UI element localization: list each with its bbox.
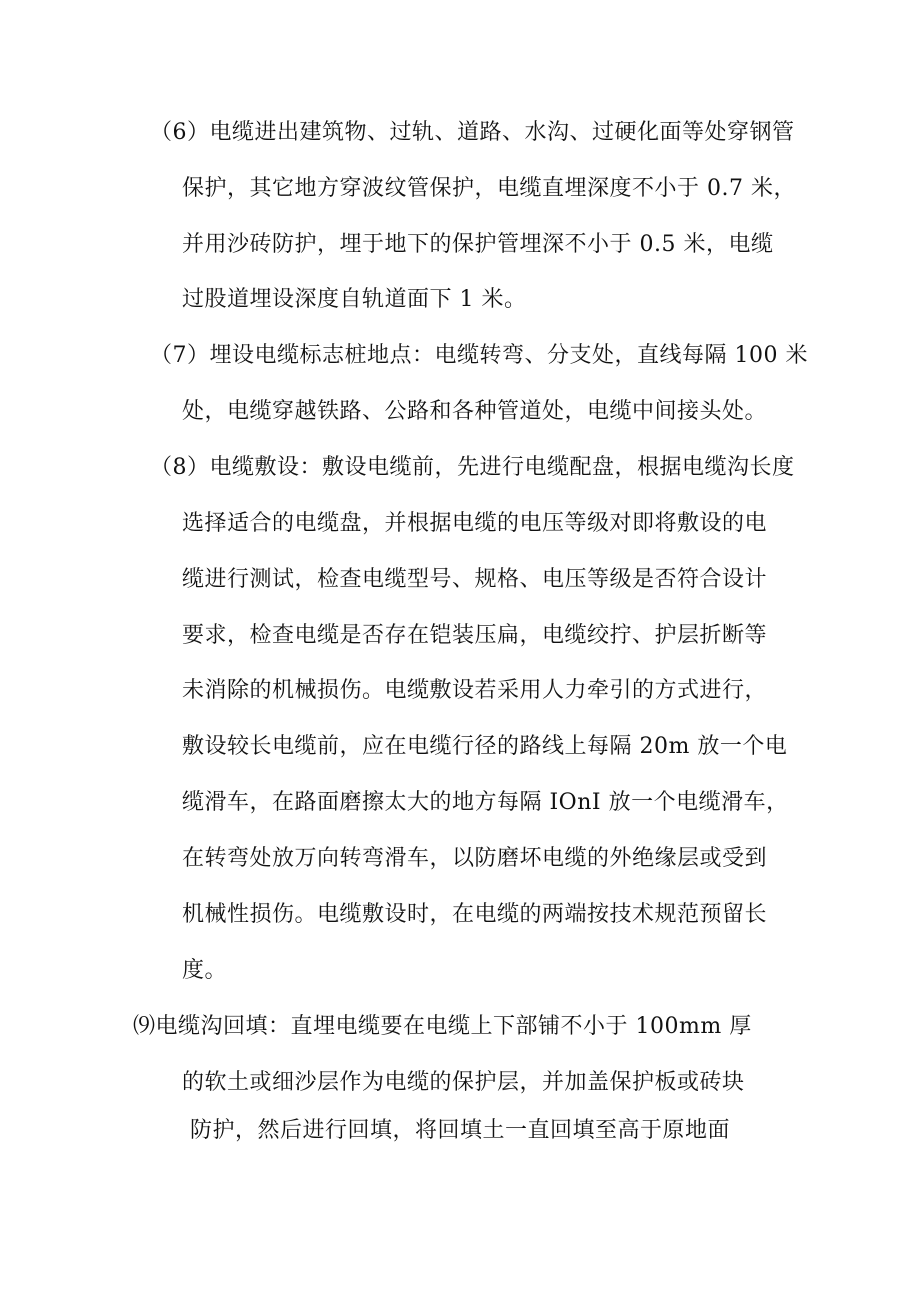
- text-line: 度。: [182, 958, 228, 983]
- text-line: 要求，检查电缆是否存在铠装压扁，电缆绞拧、护层折断等: [182, 623, 768, 648]
- text-line: 处，电缆穿越铁路、公路和各种管道处，电缆中间接头处。: [182, 399, 768, 424]
- text-line: 敷设较长电缆前，应在电缆行径的路线上每隔 20m 放一个电: [182, 734, 788, 759]
- text-line: （8）电缆敷设：敷设电缆前，先进行电缆配盘，根据电缆沟长度: [150, 455, 795, 480]
- text-line: 缆进行测试，检查电缆型号、规格、电压等级是否符合设计: [182, 567, 768, 592]
- text-line: 未消除的机械损伤。电缆敷设若采用人力牵引的方式进行，: [182, 678, 768, 703]
- text-line: 在转弯处放万向转弯滑车，以防磨坏电缆的外绝缘层或受到: [182, 846, 768, 871]
- text-line: 防护，然后进行回填，将回填土一直回填至高于原地面: [190, 1118, 731, 1143]
- text-line: 保护，其它地方穿波纹管保护，电缆直埋深度不小于 0.7 米，: [182, 176, 796, 201]
- text-line: 缆滑车，在路面磨擦太大的地方每隔 IOnI 放一个电缆滑车，: [182, 790, 789, 815]
- text-line: 选择适合的电缆盘，并根据电缆的电压等级对即将敷设的电: [182, 511, 768, 536]
- text-line: 过股道埋设深度自轨道面下 1 米。: [182, 287, 527, 312]
- text-line: （6）电缆进出建筑物、过轨、道路、水沟、过硬化面等处穿钢管: [150, 120, 795, 145]
- text-line: 机械性损伤。电缆敷设时，在电缆的两端按技术规范预留长: [182, 902, 768, 927]
- text-line: 并用沙砖防护，埋于地下的保护管埋深不小于 0.5 米，电缆: [182, 232, 774, 257]
- text-line: ⑼电缆沟回填：直埋电缆要在电缆上下部铺不小于 100mm 厚: [133, 1014, 752, 1039]
- text-line: 的软土或细沙层作为电缆的保护层，并加盖保护板或砖块: [182, 1070, 745, 1095]
- text-line: （7）埋设电缆标志桩地点：电缆转弯、分支处，直线每隔 100 米: [150, 343, 808, 368]
